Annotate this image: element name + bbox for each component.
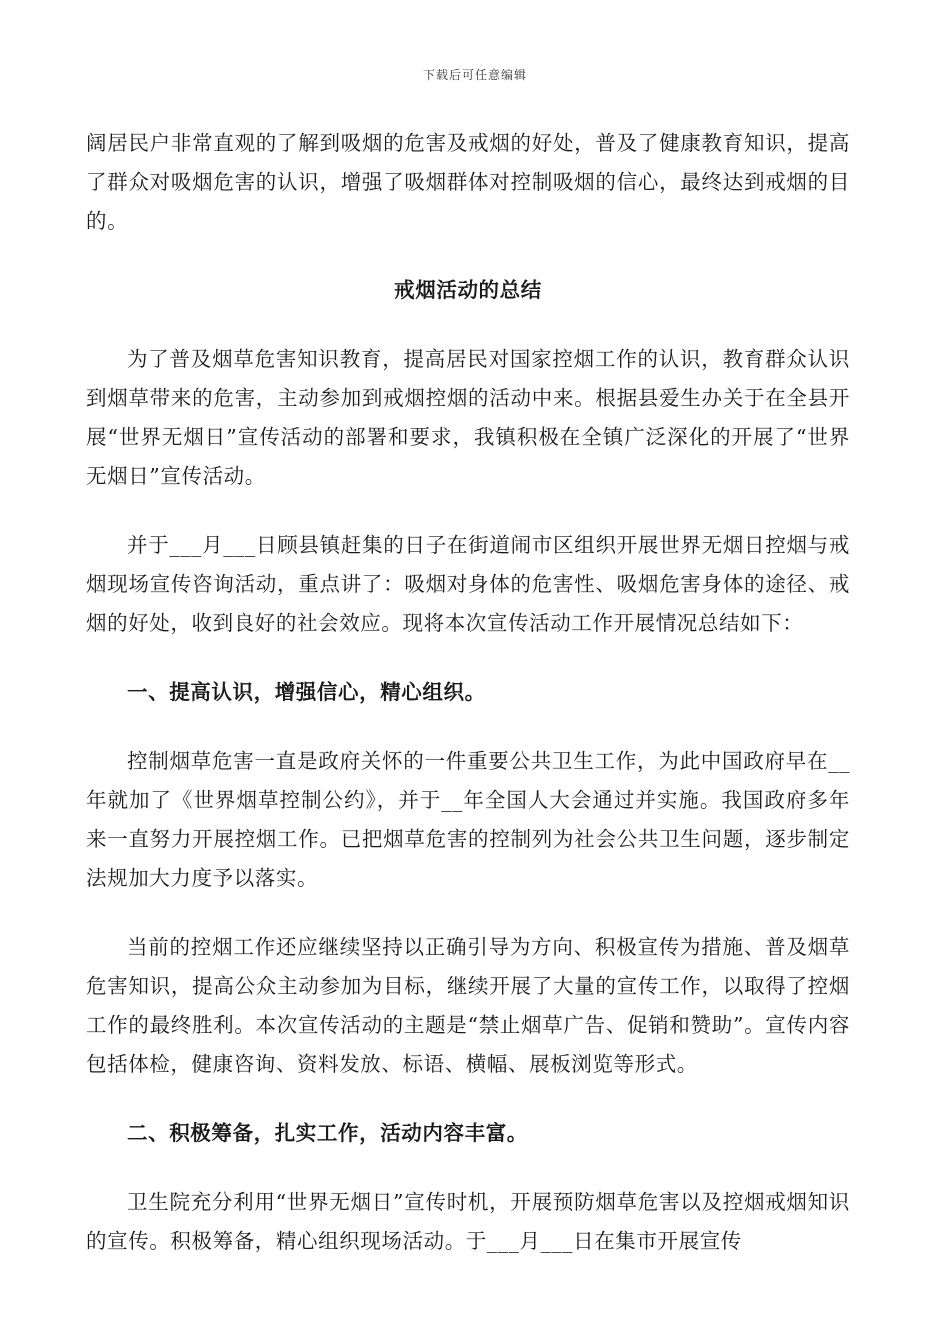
paragraph-3: 控制烟草危害一直是政府关怀的一件重要公共卫生工作，为此中国政府早在__年就加了《世界烟草控制公约》，并于__年全国人大会通过并实施。我国政府多年来一直努力开展控烟工作。已把烟草危害的控制列为社会公共卫生问题，逐步制定法规加大力度予以落实。 [86,749,850,890]
paragraph-1: 为了普及烟草危害知识教育，提高居民对国家控烟工作的认识，教育群众认识到烟草带来的危害，主动参加到戒烟控烟的活动中来。根据县爱生办关于在全县开展“世界无烟日”宣传活动的部署和要求，我镇积极在全镇广泛深化的开展了“世界无烟日”宣传活动。 [86,347,850,488]
paragraph-4: 当前的控烟工作还应继续坚持以正确引导为方向、积极宣传为措施、普及烟草危害知识，提高公众主动参加为目标，继续开展了大量的宣传工作，以取得了控烟工作的最终胜利。本次宣传活动的主题是“禁止烟草广告、促销和赞助”。宣传内容包括体检，健康咨询、资料发放、标语、横幅、展板浏览等形式。 [86,935,850,1076]
paragraph-5: 卫生院充分利用“世界无烟日”宣传时机，开展预防烟草危害以及控烟戒烟知识的宣传。积极筹备，精心组织现场活动。于___月___日在集市开展宣传 [86,1190,850,1253]
intro-paragraph: 阔居民户非常直观的了解到吸烟的危害及戒烟的好处，普及了健康教育知识，提高了群众对吸烟危害的认识，增强了吸烟群体对控制吸烟的信心，最终达到戒烟的目的。 [86,131,850,233]
document-body [86,124,850,1261]
paragraph-2: 并于___月___日顾县镇赶集的日子在街道闹市区组织开展世界无烟日控烟与戒烟现场宣传咨询活动，重点讲了：吸烟对身体的危害性、吸烟危害身体的途径、戒烟的好处，收到良好的社会效应。现将本次宣传活动工作开展情况总结如下： [86,533,850,635]
section-heading-2: 二、积极筹备，扎实工作，活动内容丰富。 [127,1121,528,1145]
header-note: 下载后可任意编辑 [422,68,527,82]
section-heading-1: 一、提高认识，增强信心，精心组织。 [127,680,486,704]
document-title: 戒烟活动的总结 [394,278,542,302]
